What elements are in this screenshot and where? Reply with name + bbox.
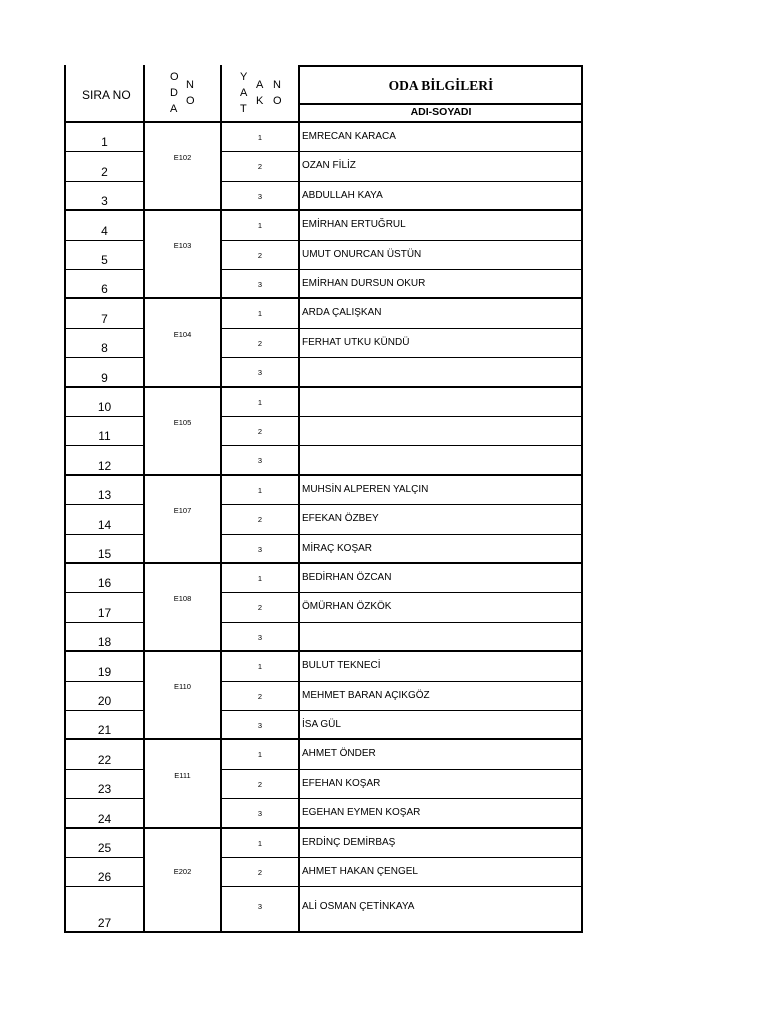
sira-number: 3 [101,194,108,209]
bed-number: 3 [257,721,263,730]
sira-number: 10 [97,400,112,414]
row-divider [221,269,582,270]
room-number: E108 [173,594,192,604]
sira-number: 9 [101,370,108,385]
bed-number: 3 [257,280,263,289]
bed-number: 2 [257,779,263,789]
student-name: ALİ OSMAN ÇETİNKAYA [302,901,415,913]
bed-number: 2 [257,250,263,260]
title-top-border [299,65,583,67]
bed-number: 3 [257,809,263,819]
oda-no-letter: O [186,95,195,107]
bed-number: 1 [257,397,263,407]
row-divider [65,710,144,711]
group-divider [64,738,583,740]
room-number: E202 [173,867,192,876]
sira-number: 1 [101,135,108,150]
room-number: E110 [174,682,191,692]
sira-number: 19 [97,664,112,679]
sira-number: 27 [97,916,112,931]
row-divider [221,710,582,711]
student-name: AHMET ÖNDER [302,748,376,760]
row-divider [65,798,144,799]
student-name: EMİRHAN DURSUN OKUR [302,278,426,289]
row-divider [221,798,582,799]
bed-number: 3 [257,368,263,378]
bed-number: 1 [257,574,263,583]
row-divider [65,504,144,505]
student-name: ARDA ÇALIŞKAN [302,307,382,319]
yatak-letter: K [256,95,264,107]
row-divider [221,445,582,446]
oda-no-letter: N [186,79,194,91]
student-name: MİRAÇ KOŞAR [302,542,373,554]
room-number: E105 [173,417,192,427]
sira-number: 22 [97,752,112,767]
name-column-header: ADI-SOYADI [410,106,472,118]
sira-number: 21 [97,723,112,738]
student-name: ERDİNÇ DEMİRBAŞ [302,836,396,848]
row-divider [65,416,144,417]
sira-number: 15 [97,547,112,561]
group-divider [64,386,583,388]
row-divider [65,886,144,887]
student-name: BULUT TEKNECİ [302,660,381,672]
bed-number: 3 [257,902,263,912]
table-bottom-border [64,931,583,933]
sira-number: 17 [97,605,112,620]
sira-number: 24 [97,811,112,826]
bed-number: 1 [257,750,263,760]
bed-number: 2 [257,427,263,436]
bed-number: 3 [257,456,263,466]
row-divider [65,681,144,682]
oda-letter: A [170,103,178,115]
sira-number: 11 [98,429,111,444]
bed-number: 1 [257,838,263,848]
yatak-letter: Y [240,71,248,83]
student-name: İSA GÜL [302,719,341,730]
row-divider [221,592,582,593]
row-divider [221,151,582,152]
row-divider [65,181,144,182]
room-number: E104 [173,329,192,339]
row-divider [221,181,582,182]
title-divider [299,103,583,105]
bed-number: 2 [257,515,263,525]
sira-number: 25 [97,841,112,855]
yatak-letter: A [240,87,248,99]
student-name: AHMET HAKAN ÇENGEL [302,866,418,877]
yatak-letter: A [256,79,264,91]
student-name: EMİRHAN ERTUĞRUL [302,219,406,231]
student-name: MUHSİN ALPEREN YALÇIN [302,483,429,495]
student-name: ÖMÜRHAN ÖZKÖK [302,601,392,613]
group-divider [64,650,583,652]
room-number: E107 [173,505,192,515]
row-divider [65,622,144,623]
group-divider [64,209,583,211]
table-right-border [581,65,583,933]
row-divider [65,534,144,535]
yatak-no-letter: O [273,95,282,107]
bed-number: 1 [257,221,263,231]
oda-letter: O [170,71,179,83]
header-bottom-border [64,121,583,123]
sira-number: 16 [97,576,112,591]
page-title: ODA BİLGİLERİ [388,78,494,93]
student-name: EMRECAN KARACA [302,131,396,142]
sira-number: 13 [97,488,112,503]
group-divider [64,562,583,564]
bed-number: 2 [257,868,263,877]
row-divider [221,240,582,241]
row-divider [221,504,582,505]
student-name: EFEHAN KOŞAR [302,777,381,789]
sira-number: 8 [101,341,108,356]
sira-number: 7 [101,311,108,326]
sira-no-header: SIRA NO [82,88,131,102]
room-number: E103 [173,241,192,251]
row-divider [65,328,144,329]
row-divider [65,769,144,770]
student-name: BEDİRHAN ÖZCAN [302,572,392,583]
student-name: ABDULLAH KAYA [302,189,383,201]
row-divider [221,622,582,623]
row-divider [221,534,582,535]
row-divider [221,416,582,417]
sira-number: 14 [97,517,112,532]
student-name: EGEHAN EYMEN KOŞAR [302,807,421,819]
sira-number: 18 [97,635,112,650]
row-divider [65,269,144,270]
sira-number: 6 [101,282,108,297]
bed-number: 2 [257,162,263,172]
row-divider [221,769,582,770]
bed-number: 3 [257,191,263,201]
bed-number: 2 [257,338,263,348]
bed-number: 1 [257,133,263,142]
row-divider [65,857,144,858]
row-divider [221,857,582,858]
sira-number: 5 [101,253,108,267]
yatak-no-letter: N [273,79,281,91]
sira-number: 4 [101,223,108,238]
sira-number: 12 [97,458,112,473]
sira-number: 20 [97,694,112,708]
group-divider [64,827,583,829]
sira-number: 23 [97,782,112,797]
yatak-letter: T [240,103,247,115]
group-divider [64,474,583,476]
bed-number: 3 [257,544,263,554]
student-name: FERHAT UTKU KÜNDÜ [302,336,410,348]
group-divider [64,297,583,299]
row-divider [221,357,582,358]
row-divider [65,592,144,593]
bed-number: 1 [257,485,263,495]
room-number: E111 [174,770,191,780]
bed-number: 2 [257,603,263,613]
bed-number: 1 [257,309,263,319]
oda-letter: D [170,87,178,99]
row-divider [65,240,144,241]
sira-number: 2 [101,164,108,179]
row-divider [221,681,582,682]
student-name: MEHMET BARAN AÇIKGÖZ [302,689,430,701]
row-divider [65,445,144,446]
row-divider [221,886,582,887]
sira-number: 26 [97,870,112,885]
bed-number: 3 [257,632,263,642]
row-divider [65,357,144,358]
student-name: OZAN FİLİZ [302,160,356,172]
bed-number: 2 [257,691,263,701]
bed-number: 1 [257,662,263,672]
room-number: E102 [173,153,192,163]
row-divider [65,151,144,152]
student-name: EFEKAN ÖZBEY [302,513,379,525]
row-divider [221,328,582,329]
student-name: UMUT ONURCAN ÜSTÜN [302,248,422,260]
